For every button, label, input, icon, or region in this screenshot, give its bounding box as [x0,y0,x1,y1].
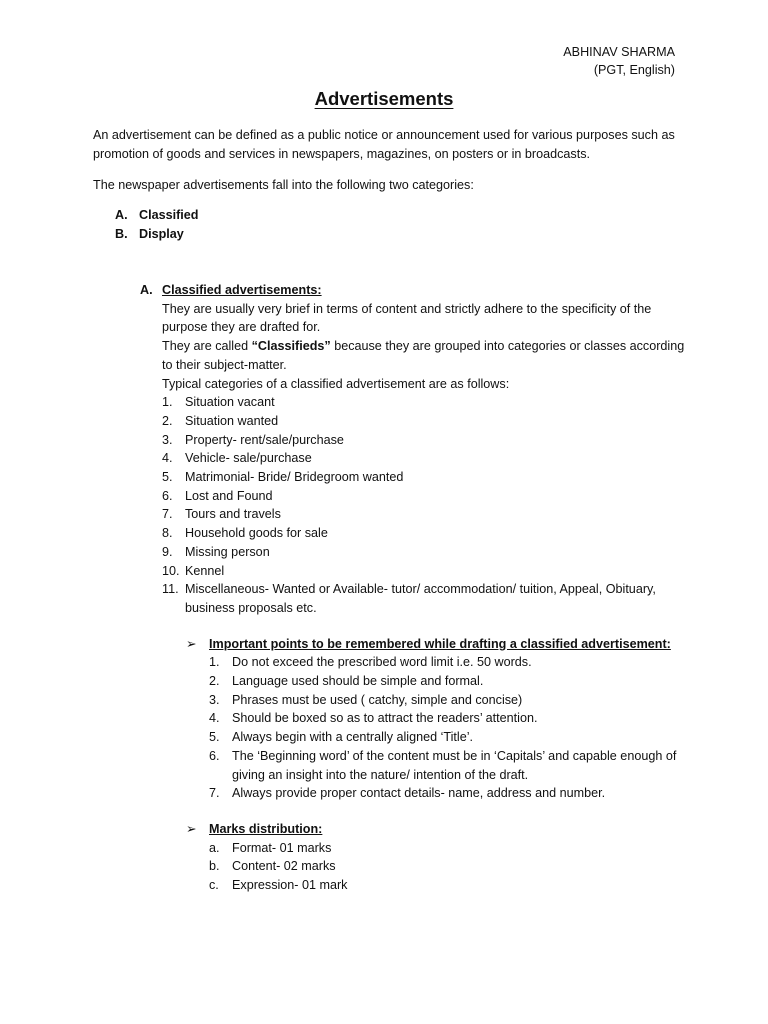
list-text: Should be boxed so as to attract the readers’ attention. [232,711,538,726]
paragraph-text: because they are grouped into categories or classes according to their subject-matter. [162,339,685,372]
list-item [209,857,685,876]
list-marker: 2. [209,674,220,689]
list-item [162,393,685,412]
list-marker: 5. [209,730,220,745]
list-text: Situation vacant [185,395,275,410]
section-heading [140,281,685,300]
list-marker: 3. [209,692,220,707]
list-marker: 1. [162,395,173,410]
arrow-bullet-icon: ➢ [186,636,197,651]
list-text: Language used should be simple and formal. [232,674,484,689]
category-label: Display [139,227,184,241]
marks-section [162,820,685,895]
list-item [162,468,685,487]
section-body [140,300,685,895]
list-marker: 7. [209,786,220,801]
list-marker: B. [115,227,128,241]
section-title: Classified advertisements: [162,283,322,297]
list-text: Format- 01 marks [232,840,332,855]
list-item [93,225,199,244]
page-title: Advertisements [314,88,454,109]
intro-categories-lead: The newspaper advertisements fall into the following two categories: [93,178,474,192]
list-item [209,691,685,710]
list-marker: a. [209,840,220,855]
paragraph-text: They are called [162,339,252,354]
list-item [162,562,685,581]
important-points-section [162,635,685,803]
subsection-heading [186,635,685,654]
list-text: Vehicle- sale/purchase [185,451,312,466]
list-marker: 5. [162,470,173,485]
emphasis-text: “Classifieds” [251,339,331,354]
list-text: Do not exceed the prescribed word limit i.e. 50 words. [232,655,532,670]
list-text: Tours and travels [185,507,281,522]
list-item [162,543,685,562]
list-item [93,206,199,225]
list-text: Miscellaneous- Wanted or Available- tutor/ accommodation/ tuition, Appeal, Obituary, business proposals etc. [185,582,656,615]
intro-definition: An advertisement can be defined as a public notice or announcement used for various purposes such as promotion of goods and services in newspapers, magazines, on posters or in broadcasts. [93,128,675,161]
category-label: Classified [139,208,199,222]
list-marker: 3. [162,432,173,447]
list-marker: 8. [162,526,173,541]
list-marker: c. [209,878,219,893]
list-marker: 6. [209,748,220,763]
list-text: Always begin with a centrally aligned ‘Title’. [232,730,474,745]
list-item [209,747,685,784]
section-marker: A. [140,283,153,297]
important-points-list [186,653,685,803]
list-text: Expression- 01 mark [232,878,348,893]
list-marker: 2. [162,413,173,428]
list-item [209,728,685,747]
subsection-title: Marks distribution: [209,821,323,836]
list-text: Always provide proper contact details- name, address and number. [232,786,606,801]
list-text: Household goods for sale [185,526,328,541]
list-item [209,784,685,803]
subsection-title: Important points to be remembered while drafting a classified advertisement: [209,636,671,651]
list-item [162,412,685,431]
types-list [162,393,685,617]
list-text: Missing person [185,544,270,559]
list-item [209,709,685,728]
list-marker: b. [209,859,220,874]
list-item [162,524,685,543]
list-item [162,487,685,506]
list-text: Property- rent/sale/purchase [185,432,344,447]
list-text: Lost and Found [185,488,273,503]
list-marker: 6. [162,488,173,503]
list-marker: 1. [209,655,220,670]
list-item [162,505,685,524]
list-item [209,839,685,858]
list-item [162,580,685,617]
list-text: The ‘Beginning word’ of the content must be in ‘Capitals’ and capable enough of giving an insight into the nature/ intention of the draft. [232,748,677,782]
subsection-heading [186,820,685,839]
paragraph [162,337,685,374]
paragraph: Typical categories of a classified advertisement are as follows: [162,376,510,391]
list-item [162,431,685,450]
list-marker: 4. [209,711,220,726]
list-text: Content- 02 marks [232,859,336,874]
list-marker: 11. [162,582,179,597]
list-text: Kennel [185,563,225,578]
list-marker: 7. [162,507,173,522]
list-item [162,449,685,468]
list-text: Matrimonial- Bride/ Bridegroom wanted [185,470,404,485]
classified-section [140,281,685,895]
marks-list [186,839,685,895]
list-marker: 9. [162,544,173,559]
category-list [93,206,199,244]
list-item [209,653,685,672]
list-marker: 10. [162,563,180,578]
list-item [209,876,685,895]
list-text: Situation wanted [185,413,279,428]
author-name: ABHINAV SHARMA [563,45,675,59]
list-marker: 4. [162,451,173,466]
list-text: Phrases must be used ( catchy, simple and concise) [232,692,523,707]
author-role: (PGT, English) [593,63,675,77]
author-block [563,43,675,79]
paragraph: They are usually very brief in terms of content and strictly adhere to the specificity of the purpose they are drafted for. [162,301,652,335]
arrow-bullet-icon: ➢ [186,821,197,836]
list-item [209,672,685,691]
list-marker: A. [115,208,128,222]
